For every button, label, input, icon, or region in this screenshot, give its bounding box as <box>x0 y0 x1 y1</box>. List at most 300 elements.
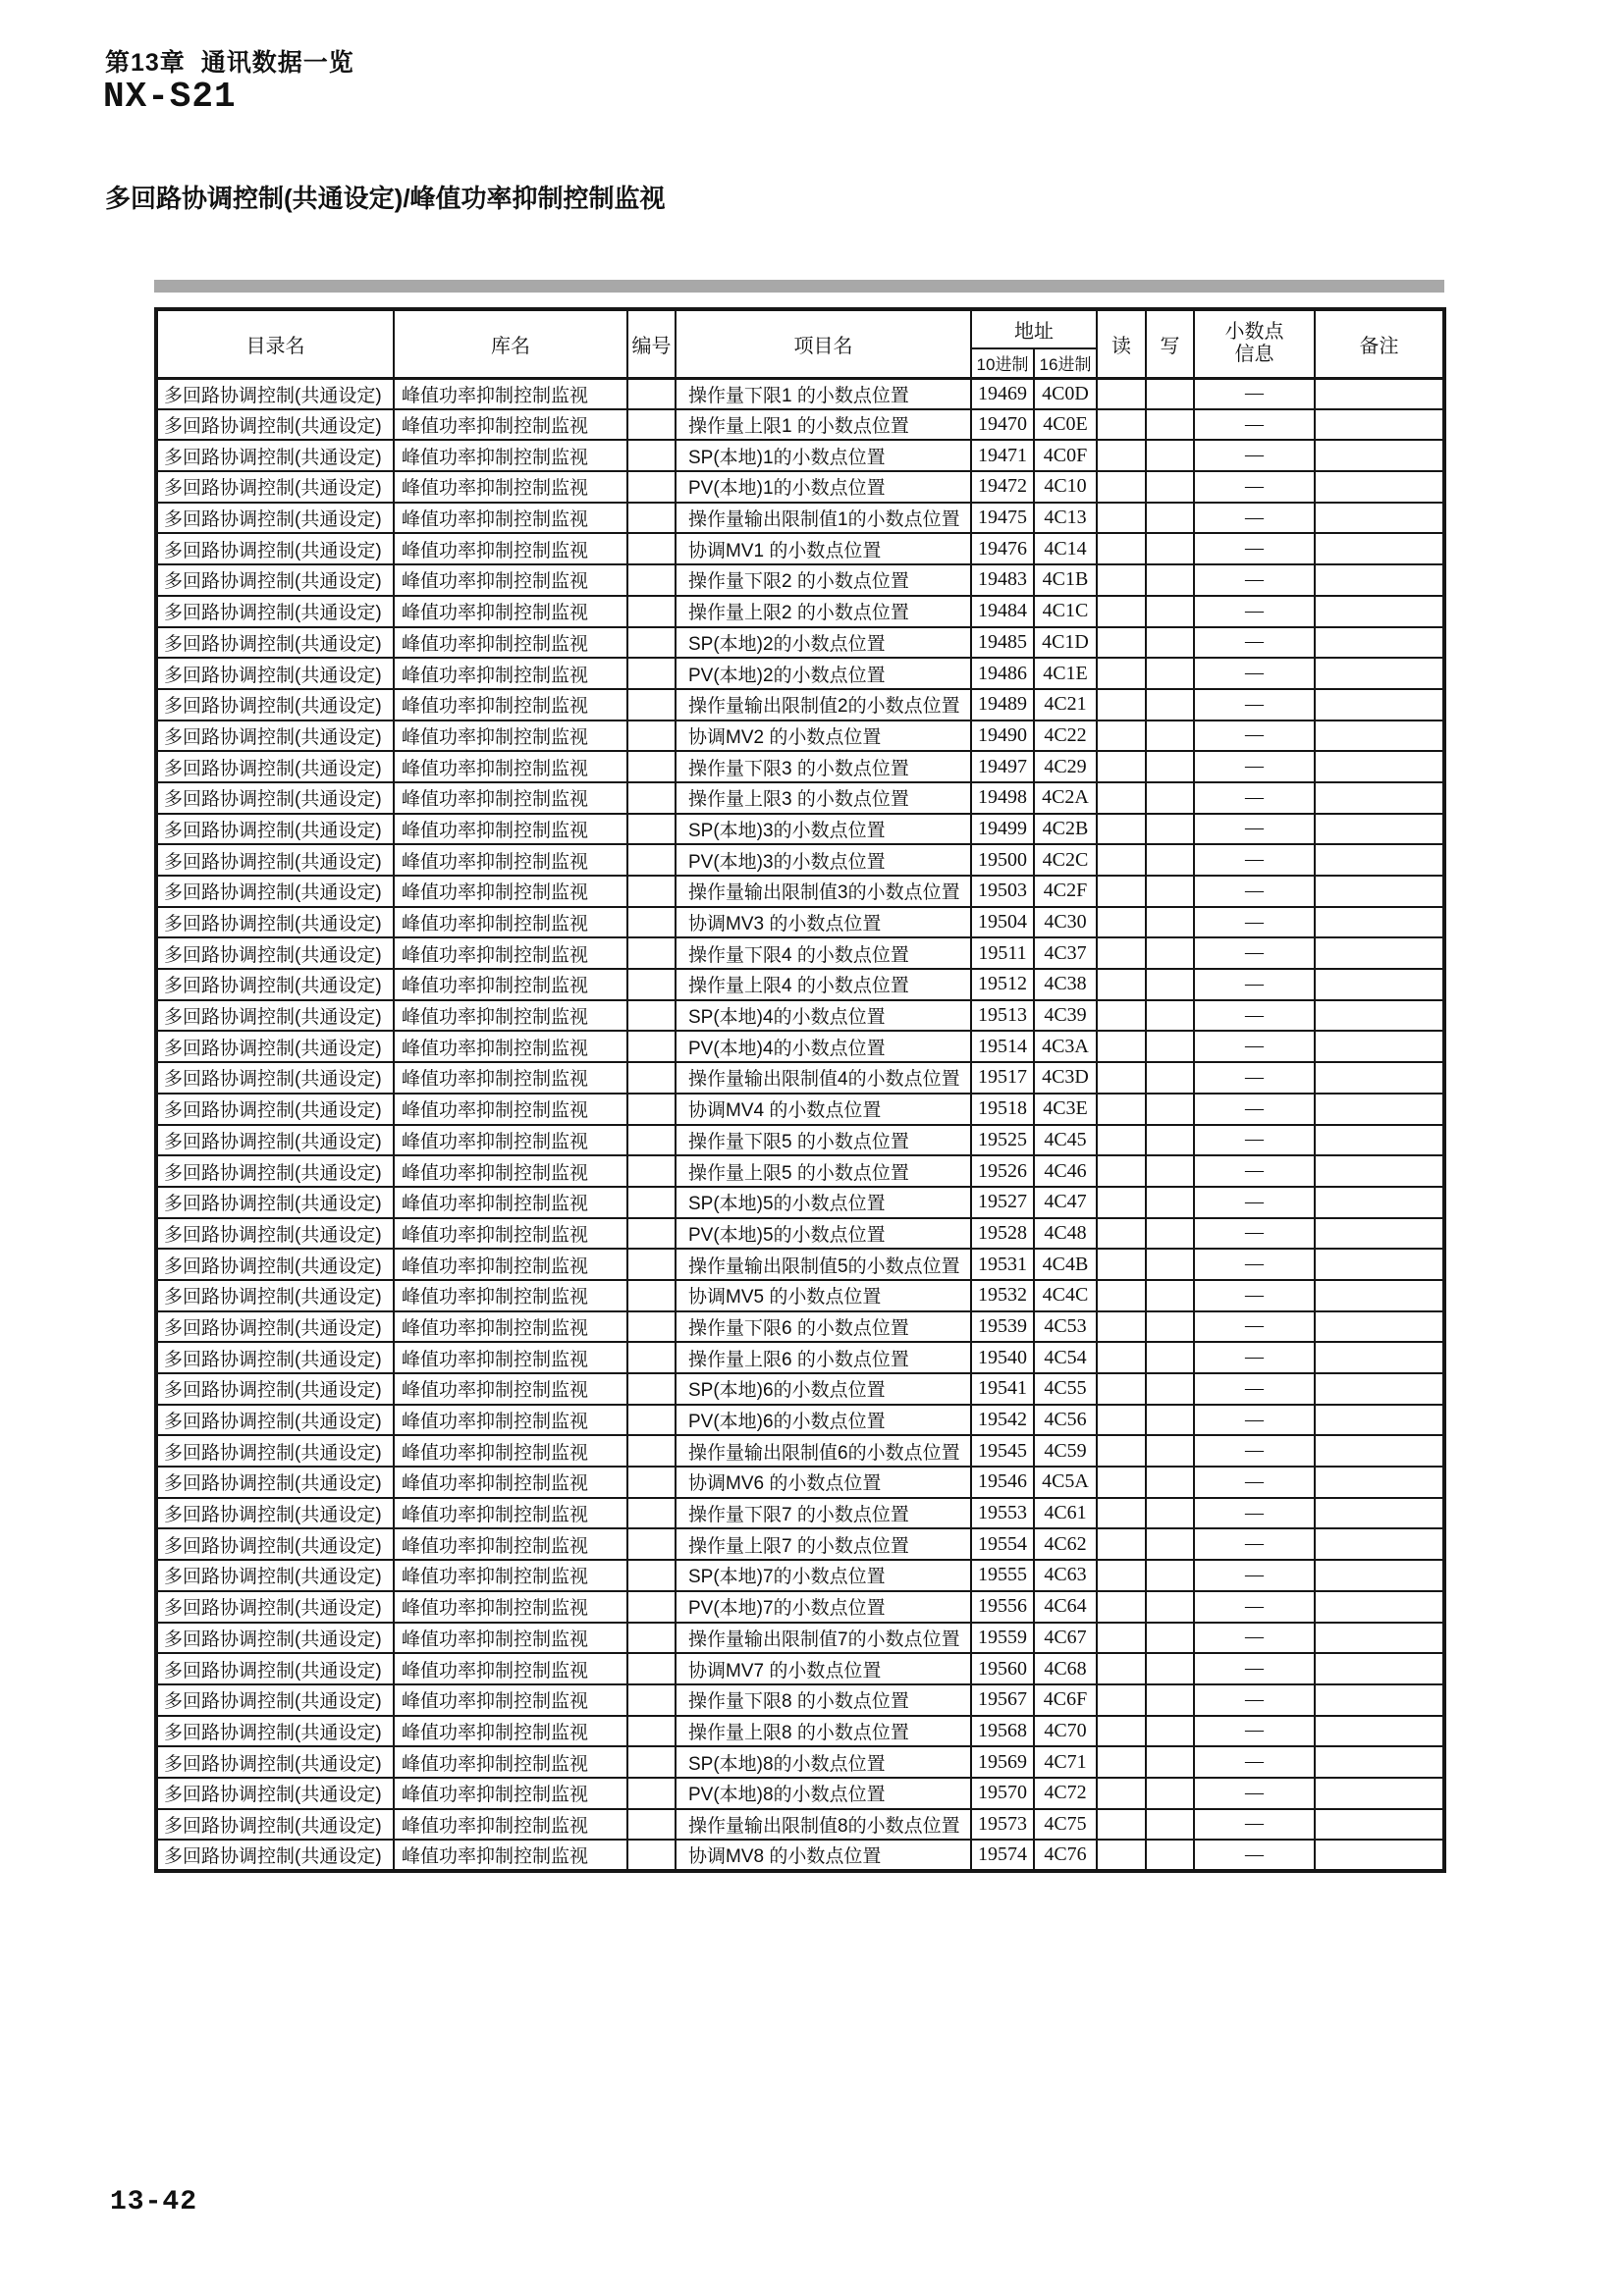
cell-decimal_info: — <box>1194 751 1315 782</box>
cell-library: 峰值功率抑制控制监视 <box>394 1591 627 1623</box>
cell-dec: 19525 <box>971 1125 1034 1156</box>
cell-library: 峰值功率抑制控制监视 <box>394 503 627 534</box>
cell-read <box>1097 907 1146 938</box>
cell-item: 操作量输出限制值4的小数点位置 <box>676 1062 971 1094</box>
table-row <box>156 1528 1444 1560</box>
cell-read <box>1097 1778 1146 1809</box>
cell-number <box>627 1778 676 1809</box>
cell-write <box>1146 844 1194 876</box>
cell-hex: 4C76 <box>1034 1840 1097 1871</box>
cell-read <box>1097 814 1146 845</box>
cell-decimal_info: — <box>1194 1062 1315 1094</box>
cell-dec: 19540 <box>971 1342 1034 1373</box>
cell-item: 操作量上限3 的小数点位置 <box>676 782 971 814</box>
cell-item: 协调MV4 的小数点位置 <box>676 1094 971 1125</box>
cell-decimal_info: — <box>1194 409 1315 441</box>
cell-decimal_info: — <box>1194 937 1315 969</box>
cell-directory: 多回路协调控制(共通设定) <box>156 1467 394 1498</box>
cell-library: 峰值功率抑制控制监视 <box>394 378 627 409</box>
cell-item: 操作量输出限制值8的小数点位置 <box>676 1809 971 1841</box>
cell-remarks <box>1315 689 1444 721</box>
cell-write <box>1146 937 1194 969</box>
cell-write <box>1146 440 1194 471</box>
cell-item: SP(本地)6的小数点位置 <box>676 1373 971 1405</box>
table-row <box>156 814 1444 845</box>
cell-hex: 4C6F <box>1034 1684 1097 1716</box>
cell-item: 操作量上限5 的小数点位置 <box>676 1155 971 1187</box>
cell-directory: 多回路协调控制(共通设定) <box>156 596 394 627</box>
cell-directory: 多回路协调控制(共通设定) <box>156 1218 394 1250</box>
cell-decimal_info: — <box>1194 814 1315 845</box>
cell-dec: 19471 <box>971 440 1034 471</box>
cell-item: 操作量上限1 的小数点位置 <box>676 409 971 441</box>
cell-directory: 多回路协调控制(共通设定) <box>156 1373 394 1405</box>
cell-number <box>627 1435 676 1467</box>
chapter-header: 第13章 通讯数据一览 <box>105 49 354 77</box>
cell-item: SP(本地)1的小数点位置 <box>676 440 971 471</box>
col-header-write: 写 <box>1146 309 1194 378</box>
cell-decimal_info: — <box>1194 1716 1315 1747</box>
cell-dec: 19546 <box>971 1467 1034 1498</box>
cell-dec: 19497 <box>971 751 1034 782</box>
cell-number <box>627 1528 676 1560</box>
cell-dec: 19556 <box>971 1591 1034 1623</box>
cell-item: 协调MV5 的小数点位置 <box>676 1280 971 1311</box>
cell-write <box>1146 1031 1194 1062</box>
cell-remarks <box>1315 1125 1444 1156</box>
cell-hex: 4C54 <box>1034 1342 1097 1373</box>
col-header-remarks: 备注 <box>1315 309 1444 378</box>
cell-hex: 4C62 <box>1034 1528 1097 1560</box>
table-row <box>156 1062 1444 1094</box>
cell-remarks <box>1315 1405 1444 1436</box>
cell-remarks <box>1315 1653 1444 1684</box>
col-header-item: 项目名 <box>676 309 971 378</box>
cell-hex: 4C39 <box>1034 1000 1097 1032</box>
cell-read <box>1097 1840 1146 1871</box>
cell-hex: 4C2A <box>1034 782 1097 814</box>
col-header-address-hex: 16进制 <box>1034 348 1097 378</box>
cell-remarks <box>1315 1280 1444 1311</box>
cell-directory: 多回路协调控制(共通设定) <box>156 627 394 659</box>
cell-remarks <box>1315 1094 1444 1125</box>
cell-item: 操作量下限5 的小数点位置 <box>676 1125 971 1156</box>
table-row <box>156 937 1444 969</box>
cell-item: PV(本地)7的小数点位置 <box>676 1591 971 1623</box>
cell-write <box>1146 782 1194 814</box>
cell-library: 峰值功率抑制控制监视 <box>394 658 627 689</box>
cell-decimal_info: — <box>1194 1778 1315 1809</box>
cell-directory: 多回路协调控制(共通设定) <box>156 1405 394 1436</box>
table-row <box>156 1280 1444 1311</box>
cell-dec: 19545 <box>971 1435 1034 1467</box>
cell-write <box>1146 1155 1194 1187</box>
cell-dec: 19527 <box>971 1187 1034 1218</box>
table-row <box>156 751 1444 782</box>
table-row <box>156 1373 1444 1405</box>
cell-write <box>1146 471 1194 503</box>
cell-number <box>627 1498 676 1529</box>
col-header-address-dec: 10进制 <box>971 348 1034 378</box>
cell-write <box>1146 503 1194 534</box>
cell-item: PV(本地)4的小数点位置 <box>676 1031 971 1062</box>
cell-directory: 多回路协调控制(共通设定) <box>156 1031 394 1062</box>
table-row <box>156 1653 1444 1684</box>
cell-dec: 19504 <box>971 907 1034 938</box>
cell-dec: 19484 <box>971 596 1034 627</box>
cell-item: 操作量上限8 的小数点位置 <box>676 1716 971 1747</box>
cell-read <box>1097 1809 1146 1841</box>
cell-decimal_info: — <box>1194 378 1315 409</box>
cell-hex: 4C2B <box>1034 814 1097 845</box>
cell-item: SP(本地)7的小数点位置 <box>676 1560 971 1591</box>
cell-write <box>1146 1342 1194 1373</box>
cell-write <box>1146 721 1194 752</box>
cell-hex: 4C0E <box>1034 409 1097 441</box>
table-row <box>156 1000 1444 1032</box>
cell-read <box>1097 1560 1146 1591</box>
cell-item: 协调MV8 的小数点位置 <box>676 1840 971 1871</box>
cell-decimal_info: — <box>1194 1187 1315 1218</box>
cell-dec: 19518 <box>971 1094 1034 1125</box>
table-row <box>156 969 1444 1000</box>
cell-item: 操作量下限3 的小数点位置 <box>676 751 971 782</box>
cell-item: 协调MV1 的小数点位置 <box>676 533 971 564</box>
table-row <box>156 409 1444 441</box>
cell-directory: 多回路协调控制(共通设定) <box>156 721 394 752</box>
cell-remarks <box>1315 1528 1444 1560</box>
cell-read <box>1097 1528 1146 1560</box>
cell-write <box>1146 1778 1194 1809</box>
cell-hex: 4C4C <box>1034 1280 1097 1311</box>
cell-directory: 多回路协调控制(共通设定) <box>156 969 394 1000</box>
cell-dec: 19512 <box>971 969 1034 1000</box>
cell-library: 峰值功率抑制控制监视 <box>394 814 627 845</box>
table-row <box>156 1467 1444 1498</box>
cell-library: 峰值功率抑制控制监视 <box>394 1373 627 1405</box>
cell-read <box>1097 471 1146 503</box>
cell-read <box>1097 844 1146 876</box>
cell-hex: 4C67 <box>1034 1623 1097 1654</box>
cell-dec: 19483 <box>971 564 1034 596</box>
cell-directory: 多回路协调控制(共通设定) <box>156 1435 394 1467</box>
table-row <box>156 1249 1444 1280</box>
cell-decimal_info: — <box>1194 782 1315 814</box>
cell-read <box>1097 876 1146 907</box>
cell-read <box>1097 969 1146 1000</box>
cell-number <box>627 969 676 1000</box>
cell-item: SP(本地)5的小数点位置 <box>676 1187 971 1218</box>
cell-directory: 多回路协调控制(共通设定) <box>156 1778 394 1809</box>
cell-dec: 19485 <box>971 627 1034 659</box>
cell-directory: 多回路协调控制(共通设定) <box>156 1746 394 1778</box>
section-divider-bar <box>154 280 1444 293</box>
cell-number <box>627 440 676 471</box>
table-row <box>156 907 1444 938</box>
cell-dec: 19476 <box>971 533 1034 564</box>
cell-write <box>1146 1435 1194 1467</box>
cell-decimal_info: — <box>1194 1249 1315 1280</box>
cell-library: 峰值功率抑制控制监视 <box>394 1653 627 1684</box>
cell-write <box>1146 409 1194 441</box>
cell-item: 操作量下限8 的小数点位置 <box>676 1684 971 1716</box>
cell-number <box>627 1716 676 1747</box>
cell-hex: 4C64 <box>1034 1591 1097 1623</box>
cell-dec: 19470 <box>971 409 1034 441</box>
cell-remarks <box>1315 1218 1444 1250</box>
cell-item: 协调MV6 的小数点位置 <box>676 1467 971 1498</box>
cell-library: 峰值功率抑制控制监视 <box>394 1218 627 1250</box>
cell-dec: 19475 <box>971 503 1034 534</box>
cell-hex: 4C10 <box>1034 471 1097 503</box>
cell-directory: 多回路协调控制(共通设定) <box>156 1125 394 1156</box>
cell-number <box>627 1311 676 1343</box>
cell-library: 峰值功率抑制控制监视 <box>394 1840 627 1871</box>
cell-library: 峰值功率抑制控制监视 <box>394 1623 627 1654</box>
table-row <box>156 1311 1444 1343</box>
cell-remarks <box>1315 1684 1444 1716</box>
cell-dec: 19541 <box>971 1373 1034 1405</box>
table-row <box>156 1187 1444 1218</box>
cell-directory: 多回路协调控制(共通设定) <box>156 1840 394 1871</box>
cell-write <box>1146 1094 1194 1125</box>
cell-library: 峰值功率抑制控制监视 <box>394 1405 627 1436</box>
cell-remarks <box>1315 937 1444 969</box>
cell-library: 峰值功率抑制控制监视 <box>394 1031 627 1062</box>
cell-item: PV(本地)2的小数点位置 <box>676 658 971 689</box>
cell-remarks <box>1315 721 1444 752</box>
cell-remarks <box>1315 751 1444 782</box>
cell-library: 峰值功率抑制控制监视 <box>394 533 627 564</box>
cell-number <box>627 409 676 441</box>
cell-remarks <box>1315 1746 1444 1778</box>
cell-write <box>1146 1528 1194 1560</box>
cell-write <box>1146 564 1194 596</box>
table-row <box>156 440 1444 471</box>
cell-library: 峰值功率抑制控制监视 <box>394 1684 627 1716</box>
cell-remarks <box>1315 1062 1444 1094</box>
cell-number <box>627 1560 676 1591</box>
table-row <box>156 533 1444 564</box>
table-row <box>156 1435 1444 1467</box>
cell-hex: 4C46 <box>1034 1155 1097 1187</box>
cell-write <box>1146 378 1194 409</box>
cell-dec: 19511 <box>971 937 1034 969</box>
cell-remarks <box>1315 907 1444 938</box>
cell-dec: 19553 <box>971 1498 1034 1529</box>
cell-decimal_info: — <box>1194 1000 1315 1032</box>
cell-directory: 多回路协调控制(共通设定) <box>156 378 394 409</box>
cell-hex: 4C72 <box>1034 1778 1097 1809</box>
cell-item: SP(本地)2的小数点位置 <box>676 627 971 659</box>
cell-dec: 19567 <box>971 1684 1034 1716</box>
cell-directory: 多回路协调控制(共通设定) <box>156 1311 394 1343</box>
cell-write <box>1146 1716 1194 1747</box>
table-row <box>156 1125 1444 1156</box>
cell-hex: 4C1D <box>1034 627 1097 659</box>
cell-hex: 4C3D <box>1034 1062 1097 1094</box>
cell-read <box>1097 627 1146 659</box>
table-row <box>156 564 1444 596</box>
cell-item: 操作量上限4 的小数点位置 <box>676 969 971 1000</box>
cell-number <box>627 503 676 534</box>
cell-directory: 多回路协调控制(共通设定) <box>156 471 394 503</box>
cell-dec: 19528 <box>971 1218 1034 1250</box>
cell-hex: 4C0F <box>1034 440 1097 471</box>
cell-decimal_info: — <box>1194 596 1315 627</box>
cell-read <box>1097 689 1146 721</box>
cell-hex: 4C22 <box>1034 721 1097 752</box>
cell-item: PV(本地)1的小数点位置 <box>676 471 971 503</box>
cell-remarks <box>1315 658 1444 689</box>
cell-library: 峰值功率抑制控制监视 <box>394 1778 627 1809</box>
cell-write <box>1146 1280 1194 1311</box>
cell-decimal_info: — <box>1194 1373 1315 1405</box>
cell-decimal_info: — <box>1194 1280 1315 1311</box>
cell-hex: 4C21 <box>1034 689 1097 721</box>
cell-number <box>627 876 676 907</box>
cell-number <box>627 1280 676 1311</box>
cell-dec: 19542 <box>971 1405 1034 1436</box>
cell-write <box>1146 1249 1194 1280</box>
table-row <box>156 1746 1444 1778</box>
cell-directory: 多回路协调控制(共通设定) <box>156 814 394 845</box>
cell-read <box>1097 1218 1146 1250</box>
cell-hex: 4C56 <box>1034 1405 1097 1436</box>
cell-number <box>627 1031 676 1062</box>
cell-remarks <box>1315 1187 1444 1218</box>
cell-item: SP(本地)8的小数点位置 <box>676 1746 971 1778</box>
cell-hex: 4C61 <box>1034 1498 1097 1529</box>
cell-decimal_info: — <box>1194 1623 1315 1654</box>
cell-directory: 多回路协调控制(共通设定) <box>156 1623 394 1654</box>
cell-number <box>627 721 676 752</box>
cell-item: SP(本地)3的小数点位置 <box>676 814 971 845</box>
col-header-decimal-info-line1: 小数点 <box>1224 321 1284 344</box>
cell-decimal_info: — <box>1194 1031 1315 1062</box>
cell-decimal_info: — <box>1194 1155 1315 1187</box>
table-row <box>156 378 1444 409</box>
cell-item: 操作量下限6 的小数点位置 <box>676 1311 971 1343</box>
cell-library: 峰值功率抑制控制监视 <box>394 596 627 627</box>
cell-decimal_info: — <box>1194 1125 1315 1156</box>
cell-library: 峰值功率抑制控制监视 <box>394 1498 627 1529</box>
cell-decimal_info: — <box>1194 721 1315 752</box>
cell-read <box>1097 1342 1146 1373</box>
table-body <box>156 378 1444 1871</box>
cell-dec: 19574 <box>971 1840 1034 1871</box>
cell-remarks <box>1315 533 1444 564</box>
cell-number <box>627 378 676 409</box>
cell-directory: 多回路协调控制(共通设定) <box>156 1560 394 1591</box>
cell-number <box>627 658 676 689</box>
cell-read <box>1097 1062 1146 1094</box>
cell-remarks <box>1315 564 1444 596</box>
cell-number <box>627 1218 676 1250</box>
cell-write <box>1146 1840 1194 1871</box>
cell-hex: 4C48 <box>1034 1218 1097 1250</box>
cell-directory: 多回路协调控制(共通设定) <box>156 1280 394 1311</box>
col-header-library: 库名 <box>394 309 627 378</box>
cell-dec: 19469 <box>971 378 1034 409</box>
cell-remarks <box>1315 1031 1444 1062</box>
cell-number <box>627 1155 676 1187</box>
cell-number <box>627 1062 676 1094</box>
cell-directory: 多回路协调控制(共通设定) <box>156 503 394 534</box>
table-row <box>156 1591 1444 1623</box>
cell-directory: 多回路协调控制(共通设定) <box>156 1528 394 1560</box>
table-row <box>156 1840 1444 1871</box>
cell-library: 峰值功率抑制控制监视 <box>394 471 627 503</box>
cell-remarks <box>1315 1778 1444 1809</box>
cell-library: 峰值功率抑制控制监视 <box>394 1467 627 1498</box>
cell-directory: 多回路协调控制(共通设定) <box>156 1094 394 1125</box>
cell-hex: 4C70 <box>1034 1716 1097 1747</box>
cell-read <box>1097 1249 1146 1280</box>
cell-decimal_info: — <box>1194 969 1315 1000</box>
cell-dec: 19498 <box>971 782 1034 814</box>
cell-remarks <box>1315 471 1444 503</box>
cell-decimal_info: — <box>1194 471 1315 503</box>
cell-write <box>1146 814 1194 845</box>
cell-dec: 19559 <box>971 1623 1034 1654</box>
table-row <box>156 1684 1444 1716</box>
cell-write <box>1146 1809 1194 1841</box>
cell-write <box>1146 1591 1194 1623</box>
col-header-number: 编号 <box>627 309 676 378</box>
cell-read <box>1097 1435 1146 1467</box>
cell-decimal_info: — <box>1194 1467 1315 1498</box>
cell-number <box>627 907 676 938</box>
cell-decimal_info: — <box>1194 844 1315 876</box>
cell-hex: 4C71 <box>1034 1746 1097 1778</box>
cell-item: 协调MV2 的小数点位置 <box>676 721 971 752</box>
table-header <box>156 309 1444 378</box>
cell-remarks <box>1315 1560 1444 1591</box>
cell-read <box>1097 1716 1146 1747</box>
table-row <box>156 844 1444 876</box>
cell-read <box>1097 1373 1146 1405</box>
cell-decimal_info: — <box>1194 1809 1315 1841</box>
cell-write <box>1146 751 1194 782</box>
cell-remarks <box>1315 1809 1444 1841</box>
cell-directory: 多回路协调控制(共通设定) <box>156 689 394 721</box>
cell-library: 峰值功率抑制控制监视 <box>394 721 627 752</box>
table-row <box>156 1809 1444 1841</box>
cell-directory: 多回路协调控制(共通设定) <box>156 1062 394 1094</box>
table-row <box>156 1031 1444 1062</box>
cell-library: 峰值功率抑制控制监视 <box>394 876 627 907</box>
table-row <box>156 658 1444 689</box>
cell-read <box>1097 1405 1146 1436</box>
cell-write <box>1146 907 1194 938</box>
cell-hex: 4C55 <box>1034 1373 1097 1405</box>
cell-write <box>1146 689 1194 721</box>
table-row <box>156 689 1444 721</box>
cell-number <box>627 751 676 782</box>
cell-number <box>627 1187 676 1218</box>
cell-remarks <box>1315 1311 1444 1343</box>
cell-library: 峰值功率抑制控制监视 <box>394 907 627 938</box>
cell-remarks <box>1315 1249 1444 1280</box>
cell-item: 操作量输出限制值3的小数点位置 <box>676 876 971 907</box>
cell-write <box>1146 1125 1194 1156</box>
cell-decimal_info: — <box>1194 1840 1315 1871</box>
cell-write <box>1146 658 1194 689</box>
cell-decimal_info: — <box>1194 689 1315 721</box>
cell-read <box>1097 1653 1146 1684</box>
cell-read <box>1097 937 1146 969</box>
